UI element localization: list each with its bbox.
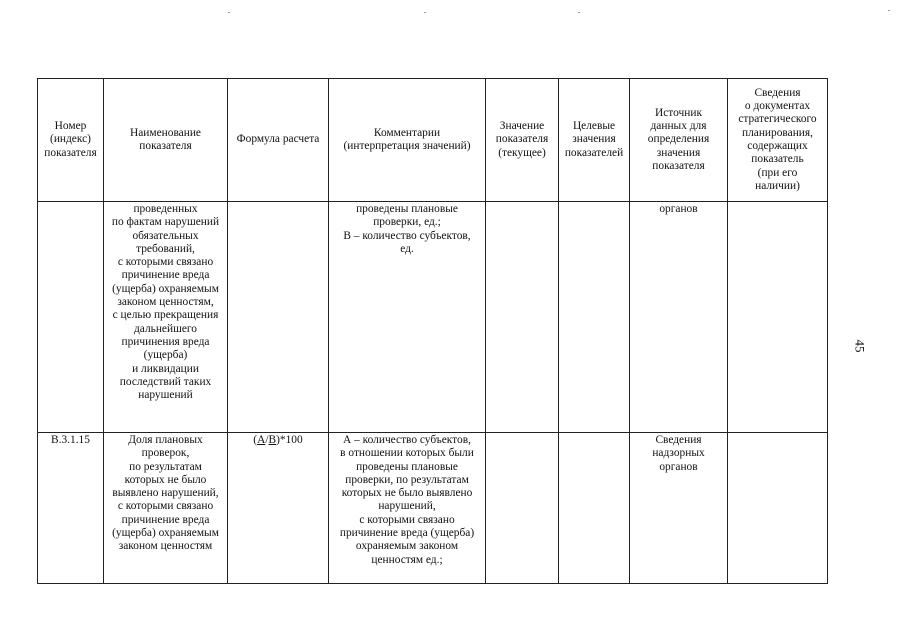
formula-b: B [268,434,277,446]
scan-mark [424,12,426,13]
cell-strategic-docs [728,202,828,433]
cell-data-source: Сведения надзорных органов [630,433,728,584]
header-name: Наименование показателя [104,79,228,202]
table-row [38,433,828,584]
cell-comment: проведены плановые проверки, ед.; В – количество субъектов, ед. [329,202,486,433]
indicator-table [37,78,828,584]
header-comment: Комментарии (интерпретация значений) [329,79,486,202]
page-number: 45 [852,339,868,353]
cell-current-value [486,202,559,433]
table-row [38,202,828,433]
cell-strategic-docs [728,433,828,584]
cell-data-source: органов [630,202,728,433]
scan-mark [228,12,230,13]
header-index: Номер (индекс) показателя [38,79,104,202]
cell-comment: А – количество субъектов, в отношении которых были проведены плановые проверки, по результатам которых не было выявлено нарушений, с которыми связано причинение вреда (ущерба) охраняемым законом ценностям ед.; [329,433,486,584]
cell-target-value [559,202,630,433]
scan-mark [888,10,890,11]
cell-name: Доля плановых проверок, по результатам которых не было выявлено нарушений, с которыми связано причинение вреда (ущерба) охраняемым законом ценностям [104,433,228,584]
header-data-source: Источник данных для определения значения показателя [630,79,728,202]
scan-mark [578,12,580,13]
header-strategic-docs: Сведения о документах стратегического планирования, содержащих показатель (при его наличии) [728,79,828,202]
formula-suffix: *100 [279,434,303,446]
cell-current-value [486,433,559,584]
formula-text: (A/B)*100 [253,434,303,446]
table-header-row [38,79,828,202]
cell-formula [228,433,329,584]
cell-formula [228,202,329,433]
cell-target-value [559,433,630,584]
cell-name: проведенных по фактам нарушений обязательных требований, с которыми связано причинение вреда (ущерба) охраняемым законом ценностям, с целью прекращения дальнейшего причинения вреда (ущерба) и ликвидации последствий таких нарушений [104,202,228,433]
header-formula: Формула расчета [228,79,329,202]
header-current-value: Значение показателя (текущее) [486,79,559,202]
cell-index: В.3.1.15 [38,433,104,584]
header-target-value: Целевые значения показателей [559,79,630,202]
formula-a: A [257,434,266,446]
cell-index [38,202,104,433]
